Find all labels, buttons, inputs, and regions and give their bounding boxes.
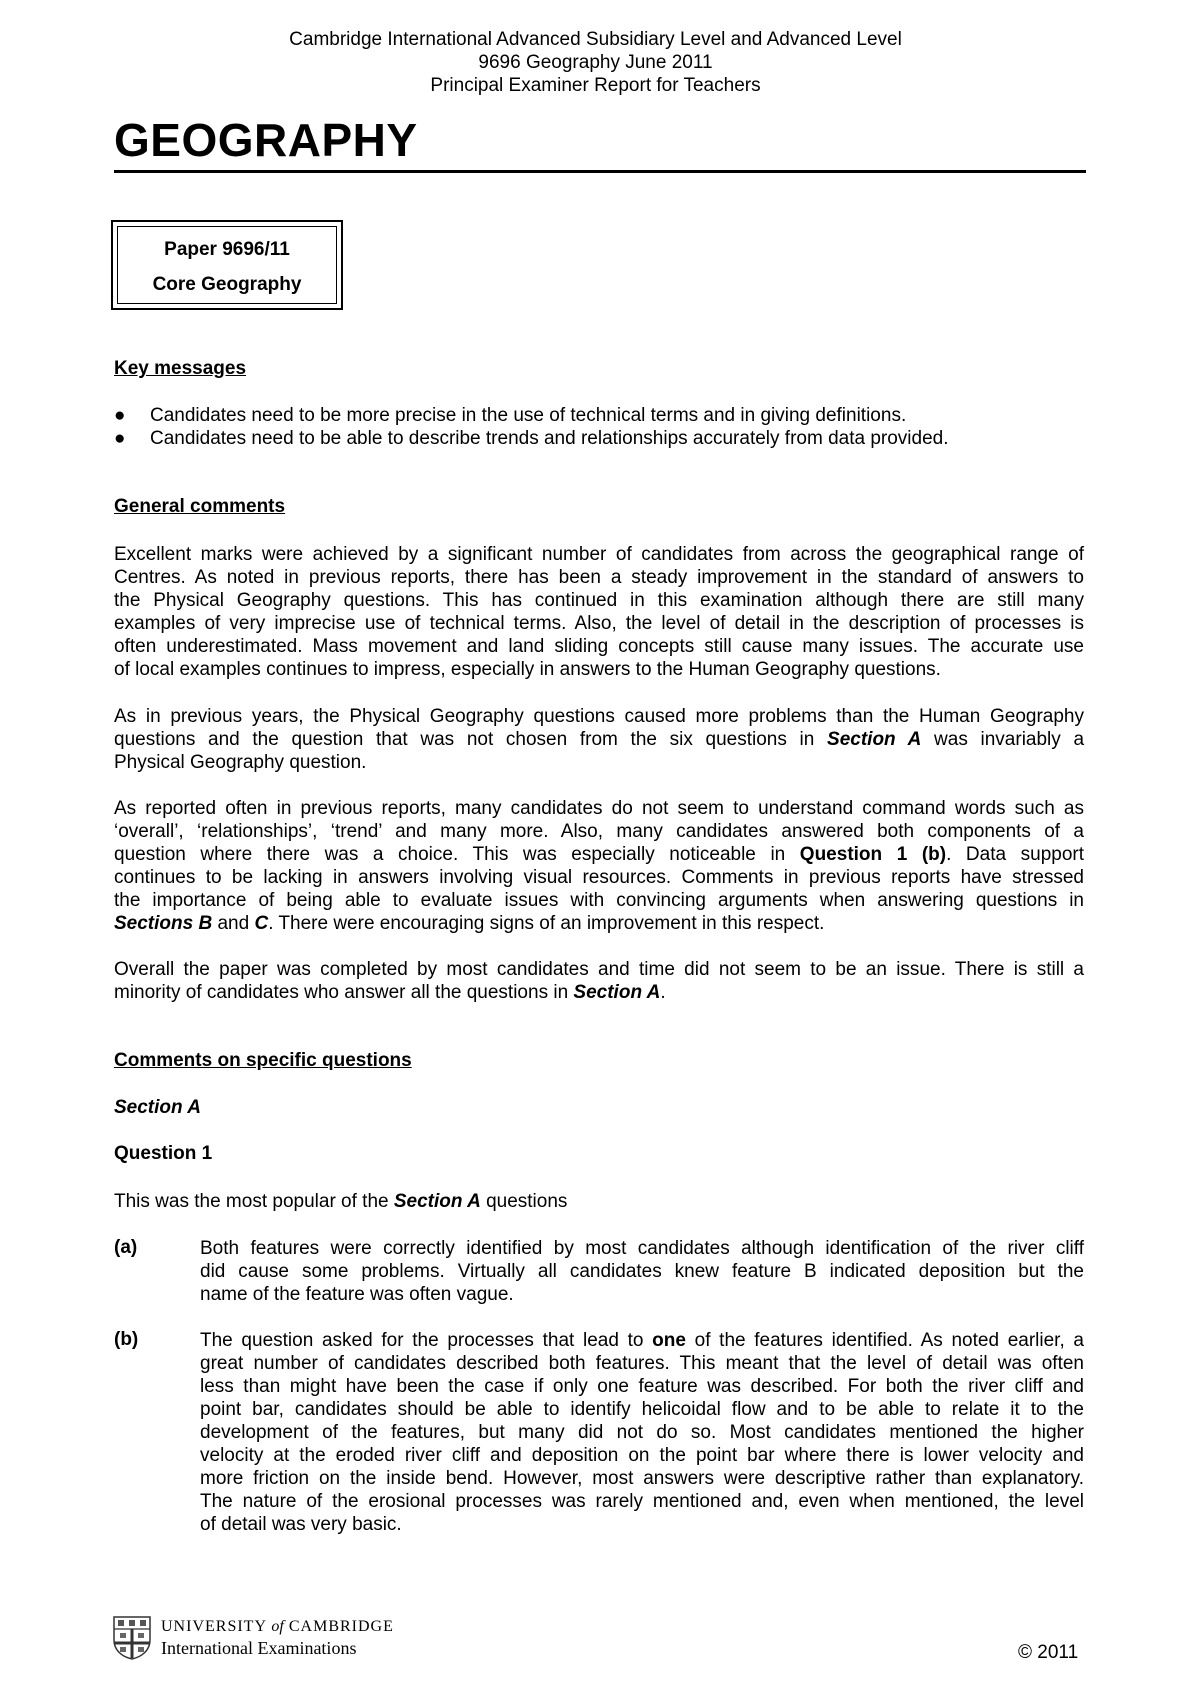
- page-title: GEOGRAPHY: [114, 114, 418, 166]
- paragraph-line: development of the features, but many did not do so. Most candidates mentioned the higher: [200, 1422, 1084, 1443]
- paper-name: Core Geography: [152, 274, 302, 295]
- general-paragraph-2: [114, 705, 1084, 774]
- paper-code: Paper 9696/11: [164, 239, 290, 260]
- bullet-icon: ●: [114, 428, 126, 449]
- header-line-2: 9696 Geography June 2011: [478, 52, 713, 73]
- section-ref: Sections B: [114, 913, 213, 934]
- question-1-heading: Question 1: [114, 1143, 213, 1164]
- paragraph-line: less than might have been the case if only one feature was described. For both the river cliff and: [200, 1376, 1084, 1397]
- cambridge-crest-icon: [113, 1616, 151, 1660]
- text-run: This was the most popular of the: [114, 1191, 394, 1212]
- header-line-3: Principal Examiner Report for Teachers: [430, 75, 761, 96]
- text-run: of the features identified. As noted earlier, a: [685, 1330, 1084, 1351]
- copyright: © 2011: [1018, 1642, 1079, 1663]
- paragraph-line: ‘overall’, ‘relationships’, ‘trend’ and many more. Also, many candidates answered both components of a: [114, 821, 1084, 842]
- paragraph-line: The nature of the erosional processes was rarely mentioned and, even when mentioned, the level: [200, 1491, 1084, 1512]
- paragraph-line: examples of very imprecise use of technical terms. Also, the level of detail in the description of processes is: [114, 613, 1084, 634]
- paragraph-line: often underestimated. Mass movement and land sliding concepts still cause many issues. The accurate use: [114, 636, 1084, 657]
- section-ref: Section A: [827, 729, 922, 750]
- specific-questions-heading: Comments on specific questions: [114, 1050, 412, 1071]
- paragraph-line: of local examples continues to impress, especially in answers to the Human Geography questions.: [114, 659, 941, 680]
- paragraph-line: [114, 1190, 1084, 1213]
- general-comments-heading: General comments: [114, 496, 286, 517]
- paragraph-line: did cause some problems. Virtually all candidates knew feature B indicated deposition but the: [200, 1261, 1084, 1282]
- text-run: was invariably a: [934, 729, 1085, 750]
- question-1-intro: [114, 1190, 1084, 1213]
- text-run: minority of candidates who answer all the questions in: [114, 982, 574, 1003]
- question-ref: Question 1 (b): [799, 844, 947, 865]
- part-a-text: [200, 1237, 1084, 1306]
- paragraph-line: continues to be lacking in answers involving visual resources. Comments in previous reports have stressed: [114, 867, 1084, 888]
- text-run: The question asked for the processes that lead to: [200, 1330, 653, 1351]
- key-messages-heading: Key messages: [114, 358, 247, 379]
- university-subtitle: International Examinations: [161, 1638, 357, 1658]
- part-b-label: (b): [114, 1329, 139, 1350]
- paragraph-line: [114, 912, 1084, 935]
- general-paragraph-3: [114, 797, 1084, 935]
- paragraph-line: more friction on the inside bend. However, most answers were descriptive rather than explanatory.: [200, 1468, 1084, 1489]
- paragraph-line: great number of candidates described both features. This meant that the level of detail was often: [200, 1353, 1084, 1374]
- paragraph-line: of detail was very basic.: [200, 1514, 402, 1535]
- text-run: .: [660, 982, 666, 1003]
- text-run: questions: [480, 1191, 568, 1212]
- text-run: and: [212, 913, 255, 934]
- paper-box: [111, 220, 343, 310]
- header-line-1: Cambridge International Advanced Subsidiary Level and Advanced Level: [289, 29, 902, 50]
- paragraph-line: the Physical Geography questions. This has continued in this examination although there are still many: [114, 590, 1084, 611]
- paragraph-line: point bar, candidates should be able to identify helicoidal flow and to be able to relate it to the: [200, 1399, 1084, 1420]
- paragraph-line: [200, 1329, 1084, 1352]
- section-ref: Section A: [573, 982, 661, 1003]
- paragraph-line: [114, 981, 1084, 1004]
- section-ref: C: [254, 913, 269, 934]
- bullet-text: Candidates need to be able to describe trends and relationships accurately from data provided.: [150, 428, 949, 449]
- bullet-icon: ●: [114, 405, 126, 426]
- title-rule: [114, 170, 1086, 173]
- paragraph-line: Centres. As noted in previous reports, there has been a steady improvement in the standard of answers to: [114, 567, 1084, 588]
- part-b-text: [200, 1329, 1084, 1536]
- paragraph-line: [114, 728, 1084, 751]
- emphasis: one: [652, 1330, 686, 1351]
- section-a-heading: Section A: [114, 1097, 201, 1118]
- paragraph-line: the importance of being able to evaluate issues with convincing arguments when answering questions in: [114, 890, 1084, 911]
- text-run: . Data support: [946, 844, 1084, 865]
- text-run: of: [271, 1618, 284, 1635]
- paragraph-line: velocity at the eroded river cliff and deposition on the point bar where there is lower velocity and: [200, 1445, 1084, 1466]
- part-a-label: (a): [114, 1237, 138, 1258]
- text-run: UNIVERSITY: [161, 1618, 267, 1635]
- section-ref: Section A: [393, 1191, 481, 1212]
- paragraph-line: As in previous years, the Physical Geography questions caused more problems than the Human Geography: [114, 706, 1084, 727]
- general-paragraph-4: [114, 958, 1084, 1004]
- text-run: CAMBRIDGE: [288, 1618, 394, 1635]
- bullet-text: Candidates need to be more precise in the use of technical terms and in giving definitions.: [150, 405, 907, 426]
- university-name: [161, 1618, 394, 1636]
- paragraph-line: Excellent marks were achieved by a significant number of candidates from across the geographical range of: [114, 544, 1084, 565]
- text-run: questions and the question that was not chosen from the six questions in: [114, 729, 815, 750]
- general-paragraph-1: [114, 543, 1084, 681]
- paragraph-line: Physical Geography question.: [114, 752, 367, 773]
- text-run: question where there was a choice. This was especially noticeable in: [114, 844, 786, 865]
- text-run: . There were encouraging signs of an improvement in this respect.: [268, 913, 825, 934]
- paragraph-line: Both features were correctly identified by most candidates although identification of the river cliff: [200, 1238, 1084, 1259]
- paragraph-line: name of the feature was often vague.: [200, 1284, 514, 1305]
- paragraph-line: As reported often in previous reports, many candidates do not seem to understand command words such as: [114, 798, 1084, 819]
- paragraph-line: [114, 843, 1084, 866]
- paragraph-line: Overall the paper was completed by most candidates and time did not seem to be an issue. There is still a: [114, 959, 1084, 980]
